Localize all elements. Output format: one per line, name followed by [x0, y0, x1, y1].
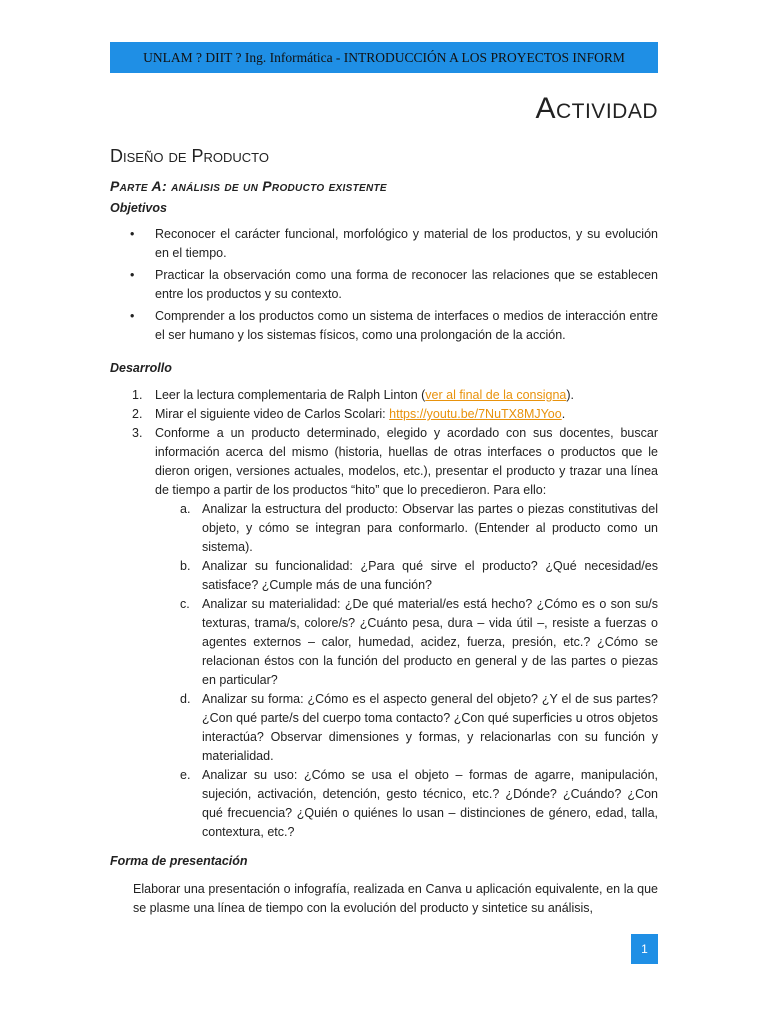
bullet-icon: • [130, 268, 135, 282]
list-item: 1. Leer la lectura complementaria de Ralph Linton (ver al final de la consigna). [132, 388, 574, 402]
list-item: d. Analizar su forma: ¿Cómo es el aspecto general del objeto? ¿Y el de sus partes? ¿Con qué parte/s del cuerpo toma contacto? ¿Con qué superficies u otros objetos interactúa? Observar dimensiones y formas, y relacionarlas con su función y materialidad. [180, 692, 658, 763]
list-item: c. Analizar su materialidad: ¿De qué material/es está hecho? ¿Cómo es o son su/s texturas, trama/s, colore/s? ¿Cuánto pesa, dura – vida útil –, resiste a fuerzas o agentes externos – calor, humedad, acidez, fuerza, presión, etc.? ¿Cómo se relacionan éstos con la función del producto en general y de las partes o piezas en particular? [180, 597, 658, 687]
analysis-sublist [155, 500, 658, 842]
desarrollo-heading: Desarrollo [110, 361, 172, 375]
document-title: Actividad [535, 92, 658, 125]
header-text: UNLAM ? DIIT ? Ing. Informática - INTRODUCCIÓN A LOS PROYECTOS INFORM [143, 50, 625, 65]
list-item: 2. Mirar el siguiente video de Carlos Scolari: https://youtu.be/7NuTX8MJYoo. [132, 407, 566, 421]
list-item: 3. Conforme a un producto determinado, elegido y acordado con sus docentes, buscar información acerca del mismo (historia, huellas de otras interfaces o productos que le dieron origen, versiones actuales, modelos, etc.), presentar el producto y trazar una línea de tiempo a partir de los productos “hito” que lo precedieron. Para ello: a. Analizar la estructura del producto: Observar las partes o piezas constitutivas del objeto, y cómo se integran para conformarlo. (Entender al producto como un sistema). b. Analizar su funcionalidad: ¿Para qué sirve el producto? ¿Qué necesidad/es satisface? ¿Cumple más de una función? c. Analizar su materialidad: ¿De qué material/es está hecho? ¿Cómo es o son su/s texturas, trama/s, colore/s? ¿Cuánto pesa, dura – vida útil –, resiste a fuerzas o agentes externos – calor, humedad, acidez, fuerza, presión, etc.? ¿Cómo se relacionan éstos con la función del producto en general y de las partes o piezas en particular? d. Analizar su forma: ¿Cómo es el aspecto general del objeto? ¿Y el de sus partes? ¿Con qué parte/s del cuerpo toma contacto? ¿Con qué superficies u otros objetos interactúa? Observar dimensiones y formas, y relacionarlas con su función y materialidad. e. Analizar su uso: ¿Cómo se usa el objeto – formas de agarre, manipulación, sujeción, activación, detención, gesto técnico, etc.? ¿Dónde? ¿Cuándo? ¿Con qué frecuencia? ¿Quién o quiénes lo usan – distinciones de género, edad, talla, contextura, etc.? [110, 424, 658, 842]
consigna-link[interactable]: ver al final de la consigna [425, 388, 567, 402]
page-number: 1 [631, 934, 658, 964]
list-item: b. Analizar su funcionalidad: ¿Para qué sirve el producto? ¿Qué necesidad/es satisface? ¿Cumple más de una función? [180, 559, 658, 592]
presentacion-heading: Forma de presentación [110, 854, 248, 868]
bullet-icon: • [130, 309, 135, 323]
list-item: e. Analizar su uso: ¿Cómo se usa el objeto – formas de agarre, manipulación, sujeción, activación, detención, gesto técnico, etc.? ¿Dónde? ¿Cuándo? ¿Con qué frecuencia? ¿Quién o quiénes lo usan – distinciones de género, edad, talla, contextura, etc.? [180, 768, 658, 839]
objetivos-list [110, 225, 658, 348]
list-item: • Reconocer el carácter funcional, morfológico y material de los productos, y su evolución en el tiempo. [130, 227, 658, 260]
part-title: Parte A: análisis de un Producto existente [110, 178, 387, 194]
section-title: Diseño de Producto [110, 146, 270, 166]
header-band [110, 42, 658, 73]
video-link[interactable]: https://youtu.be/7NuTX8MJYoo [389, 407, 562, 421]
presentacion-text: Elaborar una presentación o infografía, realizada en Canva u aplicación equivalente, en la que se plasme una línea de tiempo con la evolución del producto y sintetice su análisis, [133, 882, 658, 915]
list-item: a. Analizar la estructura del producto: Observar las partes o piezas constitutivas del objeto, y cómo se integran para conformarlo. (Entender al producto como un sistema). [180, 502, 658, 554]
desarrollo-list [110, 386, 658, 842]
list-item: • Practicar la observación como una forma de reconocer las relaciones que se establecen entre los productos y su contexto. [130, 268, 658, 301]
list-item: • Comprender a los productos como un sistema de interfaces o medios de interacción entre el ser humano y los sistemas físicos, como una prolongación de la acción. [130, 309, 658, 342]
bullet-icon: • [130, 227, 135, 241]
objetivos-heading: Objetivos [110, 201, 167, 215]
